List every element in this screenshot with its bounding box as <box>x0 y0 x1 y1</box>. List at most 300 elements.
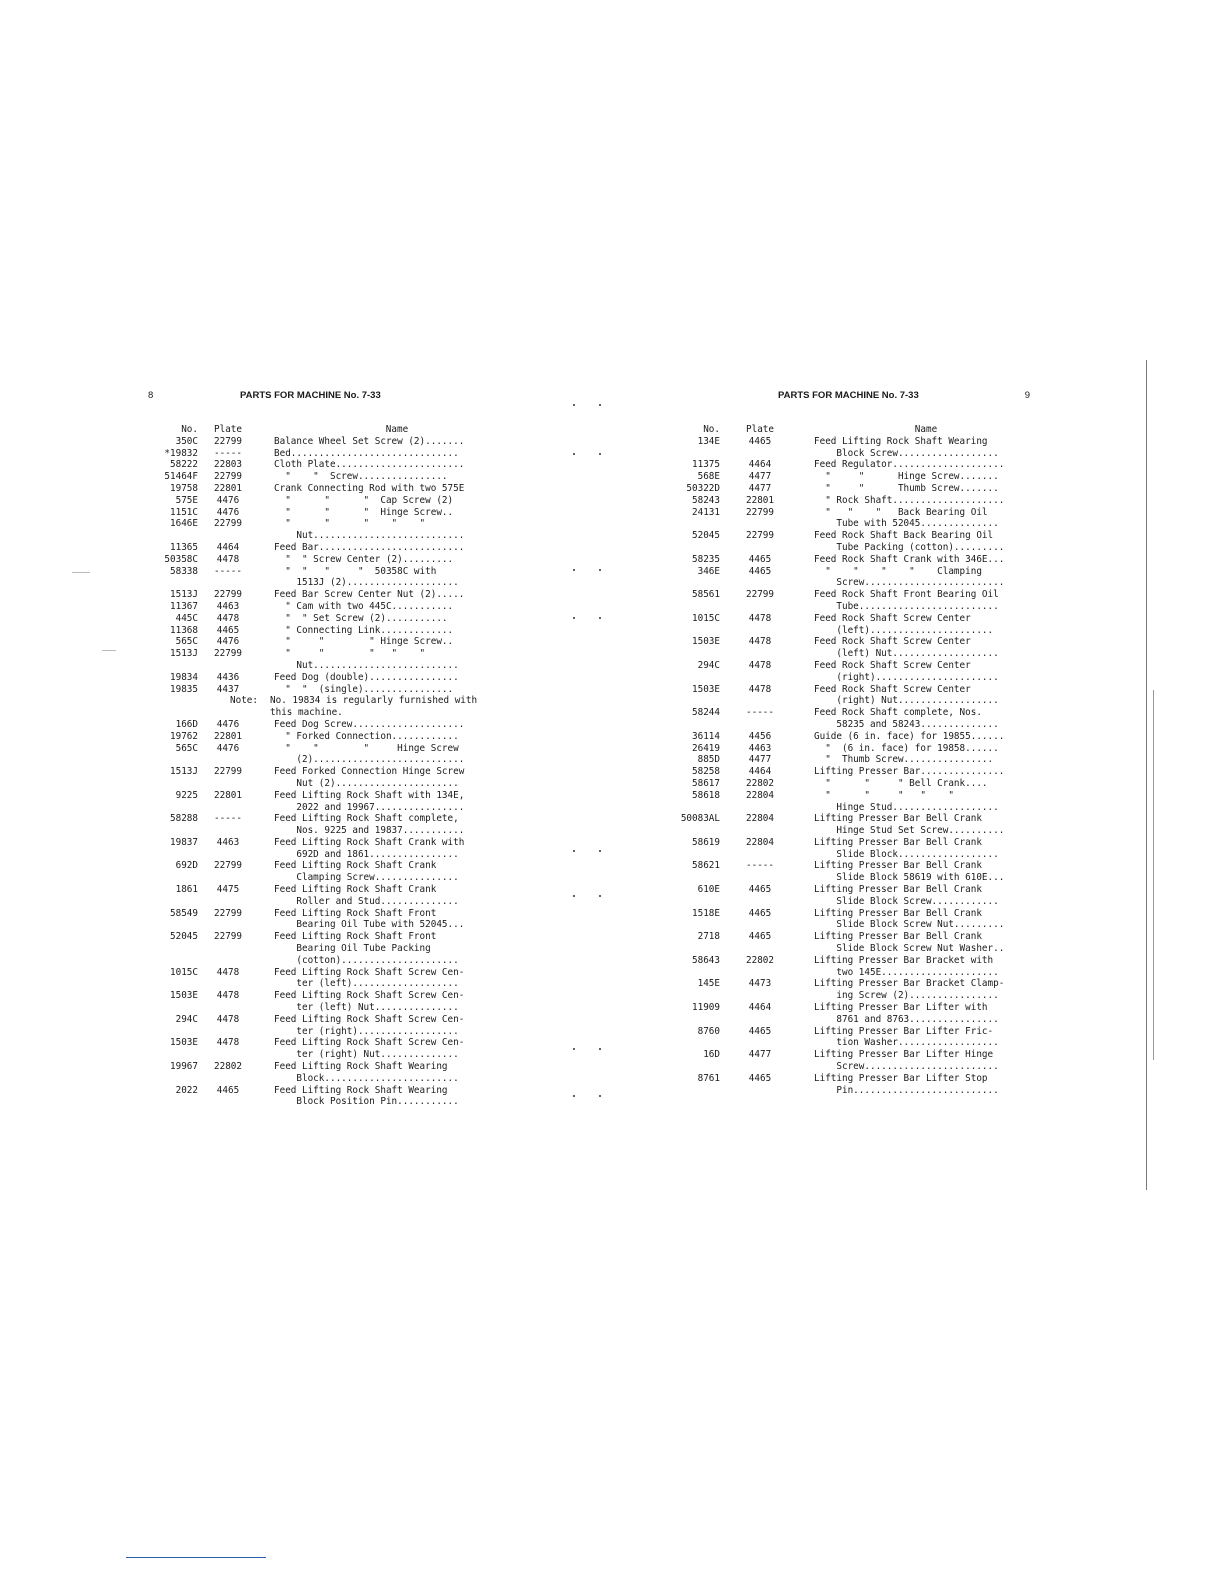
plate-number: 22799 <box>214 518 242 530</box>
plate-number: 4465 <box>748 1072 772 1084</box>
part-name: " " Hinge Screw....... <box>814 471 999 483</box>
table-row <box>140 849 520 861</box>
part-name: Nut.......................... <box>274 659 459 671</box>
plate-number <box>198 1002 258 1014</box>
table-row <box>140 1073 520 1085</box>
part-number <box>140 919 198 931</box>
part-name: " Thumb Screw................ <box>814 754 994 766</box>
binding-holes <box>565 395 615 1115</box>
part-name: Lifting Presser Bar Bell Crank <box>814 907 982 919</box>
plate-number: 4465 <box>216 1084 240 1096</box>
part-name: 692D and 1861................ <box>274 848 459 860</box>
part-number <box>678 872 720 884</box>
plate-number: 4476 <box>216 636 240 648</box>
table-row <box>140 483 520 495</box>
part-number: 50358C <box>164 553 198 565</box>
part-name: Bed.............................. <box>274 447 459 459</box>
left-column-headers <box>140 424 520 436</box>
plate-number <box>720 518 800 530</box>
plate-number <box>720 1085 800 1097</box>
part-number: 1518E <box>692 907 720 919</box>
part-name: Block Screw.................. <box>814 447 999 459</box>
table-row <box>678 1037 1038 1049</box>
part-number <box>678 825 720 837</box>
part-name: Feed Lifting Rock Shaft with 134E, <box>274 789 465 801</box>
part-name: " " " Cap Screw (2) <box>274 494 454 506</box>
part-number: 19758 <box>170 482 198 494</box>
part-name: Nut (2)...................... <box>274 777 459 789</box>
table-row <box>140 778 520 790</box>
note-line-2: this machine. <box>270 707 343 719</box>
plate-number: 4463 <box>216 600 240 612</box>
plate-number: 4465 <box>748 884 772 896</box>
part-number: 8761 <box>697 1072 720 1084</box>
table-row <box>140 872 520 884</box>
part-number <box>140 943 198 955</box>
table-row <box>678 1002 1038 1014</box>
part-number: 1015C <box>692 612 720 624</box>
table-row <box>678 589 1038 601</box>
table-row <box>140 459 520 471</box>
part-number <box>678 625 720 637</box>
part-number: 575E <box>175 494 198 506</box>
table-row <box>140 601 520 613</box>
plate-number: 4478 <box>216 990 240 1002</box>
part-name: ter (left) Nut............... <box>274 1002 459 1014</box>
part-number: 58619 <box>692 836 720 848</box>
plate-number: 4477 <box>748 482 772 494</box>
plate-number <box>198 825 258 837</box>
table-row <box>140 813 520 825</box>
table-row <box>140 554 520 566</box>
table-row <box>678 1073 1038 1085</box>
part-number <box>678 695 720 707</box>
part-number: 2022 <box>175 1084 198 1096</box>
part-name: (2)........................... <box>274 754 465 766</box>
plate-number: ----- <box>746 860 774 872</box>
table-row <box>678 648 1038 660</box>
table-row <box>678 518 1038 530</box>
table-row <box>678 849 1038 861</box>
left-page-number: 8 <box>148 390 154 401</box>
part-name: Tube Packing (cotton)......... <box>814 541 1005 553</box>
plate-number: 4463 <box>748 742 772 754</box>
table-row <box>140 754 520 766</box>
table-row <box>678 542 1038 554</box>
part-number: 346E <box>697 565 720 577</box>
table-row <box>678 448 1038 460</box>
table-row <box>678 554 1038 566</box>
part-number: 26419 <box>692 742 720 754</box>
right-page-title: PARTS FOR MACHINE No. 7-33 <box>778 390 919 401</box>
table-row <box>678 884 1038 896</box>
part-number: 19837 <box>170 836 198 848</box>
col-header-plate: Plate <box>214 424 242 435</box>
part-name: Bearing Oil Tube with 52045... <box>274 919 465 931</box>
plate-number <box>720 695 800 707</box>
part-number: 58617 <box>692 777 720 789</box>
plate-number: 4477 <box>748 471 772 483</box>
table-row <box>140 919 520 931</box>
plate-number: 22799 <box>746 589 774 601</box>
part-name: Feed Lifting Rock Shaft Wearing <box>274 1061 448 1073</box>
plate-number: 22799 <box>214 931 242 943</box>
part-number: 1015C <box>170 966 198 978</box>
plate-number: ----- <box>746 707 774 719</box>
plate-number <box>720 896 800 908</box>
plate-number <box>198 754 258 766</box>
table-row <box>140 613 520 625</box>
plate-number: 4436 <box>216 671 240 683</box>
part-number: 2718 <box>697 931 720 943</box>
part-number: 294C <box>697 659 720 671</box>
table-row <box>678 813 1038 825</box>
table-row <box>140 1061 520 1073</box>
table-row <box>678 978 1038 990</box>
part-name: Feed Lifting Rock Shaft Front <box>274 931 437 943</box>
table-row <box>140 802 520 814</box>
part-number <box>678 849 720 861</box>
part-number <box>678 1014 720 1026</box>
table-row <box>140 1002 520 1014</box>
table-row <box>140 719 520 731</box>
note-row <box>140 695 520 707</box>
part-number: 58244 <box>692 707 720 719</box>
plate-number: 4465 <box>748 931 772 943</box>
plate-number: 4478 <box>748 659 772 671</box>
col-header-no: No. <box>703 424 720 435</box>
plate-number: 22804 <box>746 836 774 848</box>
table-row <box>140 908 520 920</box>
part-number: 11909 <box>692 1002 720 1014</box>
part-number: 11375 <box>692 459 720 471</box>
part-number <box>140 825 198 837</box>
plate-number <box>720 967 800 979</box>
part-name: Feed Rock Shaft Screw Center <box>814 659 971 671</box>
part-number: 294C <box>175 1013 198 1025</box>
part-name: Feed Lifting Rock Shaft Crank <box>274 860 437 872</box>
table-row <box>140 471 520 483</box>
part-name: Feed Lifting Rock Shaft complete, <box>274 813 459 825</box>
table-row <box>678 955 1038 967</box>
plate-number: 22802 <box>746 777 774 789</box>
part-name: Feed Lifting Rock Shaft Screw Cen- <box>274 990 465 1002</box>
part-name: Bearing Oil Tube Packing <box>274 943 431 955</box>
part-name: Feed Bar.......................... <box>274 541 465 553</box>
plate-number: 4476 <box>216 742 240 754</box>
part-number <box>678 1037 720 1049</box>
plate-number: 4463 <box>216 836 240 848</box>
part-number <box>678 518 720 530</box>
part-name: " (6 in. face) for 19858...... <box>814 742 999 754</box>
table-row <box>678 896 1038 908</box>
part-number: 58243 <box>692 494 720 506</box>
table-row <box>678 860 1038 872</box>
table-row <box>678 778 1038 790</box>
plate-number: 4478 <box>216 966 240 978</box>
part-number: 445C <box>175 612 198 624</box>
part-number <box>140 1096 198 1108</box>
part-number: 52045 <box>692 530 720 542</box>
right-parts-list <box>678 436 1038 1097</box>
part-name: " Forked Connection............ <box>274 730 459 742</box>
table-row <box>678 1085 1038 1097</box>
part-number: 16D <box>703 1049 720 1061</box>
table-row <box>140 684 520 696</box>
plate-number <box>198 919 258 931</box>
part-name: Feed Lifting Rock Shaft Crank <box>274 884 437 896</box>
plate-number <box>720 1061 800 1073</box>
plate-number: 4476 <box>216 506 240 518</box>
plate-number <box>720 719 800 731</box>
plate-number: 4465 <box>748 907 772 919</box>
part-number: 9225 <box>175 789 198 801</box>
table-row <box>678 908 1038 920</box>
table-row <box>140 589 520 601</box>
left-parts-list-continued <box>140 719 520 1108</box>
table-row <box>140 518 520 530</box>
table-row <box>678 601 1038 613</box>
part-name: ter (right).................. <box>274 1025 459 1037</box>
plate-number <box>198 1073 258 1085</box>
part-number: 58621 <box>692 860 720 872</box>
table-row <box>678 872 1038 884</box>
part-name: (right) Nut.................. <box>814 695 999 707</box>
part-name: Lifting Presser Bar Lifter with <box>814 1002 988 1014</box>
table-row <box>678 943 1038 955</box>
part-name: Block........................ <box>274 1072 459 1084</box>
part-name: Lifting Presser Bar Lifter Stop <box>814 1072 988 1084</box>
plate-number: 22801 <box>214 789 242 801</box>
part-number: 58618 <box>692 789 720 801</box>
table-row <box>678 1061 1038 1073</box>
right-column-headers <box>678 424 1038 436</box>
part-name: Feed Rock Shaft complete, Nos. <box>814 707 982 719</box>
left-page-title: PARTS FOR MACHINE No. 7-33 <box>240 390 381 401</box>
part-name: " " Thumb Screw....... <box>814 482 999 494</box>
table-row <box>140 530 520 542</box>
part-number: 50322D <box>686 482 720 494</box>
part-number <box>678 967 720 979</box>
plate-number: 4464 <box>748 1002 772 1014</box>
plate-number <box>720 1014 800 1026</box>
table-row <box>678 436 1038 448</box>
table-row <box>140 967 520 979</box>
plate-number: 22799 <box>214 907 242 919</box>
part-name: Lifting Presser Bar Bell Crank <box>814 860 982 872</box>
part-number <box>678 919 720 931</box>
part-name: Nos. 9225 and 19837........... <box>274 825 465 837</box>
left-parts-list <box>140 436 520 696</box>
table-row <box>140 825 520 837</box>
part-name: " " " Hinge Screw.. <box>274 506 454 518</box>
part-name: Slide Block.................. <box>814 848 999 860</box>
plate-number: 22799 <box>214 766 242 778</box>
part-number: 11365 <box>170 541 198 553</box>
table-row <box>140 648 520 660</box>
page-edge-line <box>1153 690 1154 1060</box>
part-number: 19967 <box>170 1061 198 1073</box>
part-name: Feed Dog (double)................ <box>274 671 459 683</box>
part-name: Feed Rock Shaft Screw Center <box>814 683 971 695</box>
col-header-no: No. <box>181 424 198 435</box>
part-name: two 145E..................... <box>814 966 999 978</box>
part-name: (left) Nut................... <box>814 648 999 660</box>
part-name: Screw......................... <box>814 577 1005 589</box>
part-name: 1513J (2).................... <box>274 577 459 589</box>
table-row <box>140 636 520 648</box>
plate-number: 4465 <box>748 435 772 447</box>
part-name: Roller and Stud.............. <box>274 895 459 907</box>
part-number: 885D <box>697 754 720 766</box>
part-number: 1646E <box>170 518 198 530</box>
part-name: Feed Rock Shaft Screw Center <box>814 636 971 648</box>
table-row <box>678 1014 1038 1026</box>
part-number <box>678 1085 720 1097</box>
part-number: 11368 <box>170 624 198 636</box>
table-row <box>678 684 1038 696</box>
col-header-name: Name <box>385 424 409 435</box>
table-row <box>678 495 1038 507</box>
table-row <box>140 884 520 896</box>
part-name: Feed Regulator.................... <box>814 459 1005 471</box>
part-name: " " " " Clamping <box>814 565 982 577</box>
margin-marks <box>62 570 122 660</box>
part-name: Crank Connecting Rod with two 575E <box>274 482 465 494</box>
table-row <box>678 754 1038 766</box>
plate-number <box>720 1037 800 1049</box>
table-row <box>678 507 1038 519</box>
table-row <box>140 860 520 872</box>
part-number: 1151C <box>170 506 198 518</box>
plate-number: 4473 <box>748 978 772 990</box>
part-name: " " " " " <box>274 518 426 530</box>
plate-number <box>198 1096 258 1108</box>
part-name: Lifting Presser Bar............... <box>814 766 1005 778</box>
plate-number: 4475 <box>216 884 240 896</box>
table-row <box>678 743 1038 755</box>
part-name: Screw........................ <box>814 1061 999 1073</box>
table-row <box>140 507 520 519</box>
part-number <box>678 577 720 589</box>
table-row <box>678 707 1038 719</box>
right-page <box>678 390 1038 1096</box>
part-number <box>140 1026 198 1038</box>
part-name: (right)...................... <box>814 671 999 683</box>
left-page <box>140 390 520 1108</box>
plate-number <box>720 542 800 554</box>
part-name: 2022 and 19967................ <box>274 801 465 813</box>
part-number <box>140 1002 198 1014</box>
plate-number <box>720 448 800 460</box>
plate-number <box>720 672 800 684</box>
plate-number: 4464 <box>748 766 772 778</box>
part-name: Feed Lifting Rock Shaft Wearing <box>814 435 988 447</box>
table-row <box>140 1037 520 1049</box>
plate-number: 22801 <box>214 730 242 742</box>
part-name: Feed Rock Shaft Screw Center <box>814 612 971 624</box>
part-name: Feed Bar Screw Center Nut (2)..... <box>274 589 465 601</box>
part-number: 58235 <box>692 553 720 565</box>
part-name: Feed Lifting Rock Shaft Crank with <box>274 836 465 848</box>
part-number <box>678 542 720 554</box>
table-row <box>678 731 1038 743</box>
plate-number <box>720 943 800 955</box>
part-name: Lifting Presser Bar Bracket Clamp- <box>814 978 1005 990</box>
plate-number: 4465 <box>748 565 772 577</box>
plate-number <box>198 978 258 990</box>
part-number: 58561 <box>692 589 720 601</box>
part-number: 1503E <box>692 636 720 648</box>
table-row <box>678 766 1038 778</box>
part-name: Slide Block 58619 with 610E... <box>814 872 1005 884</box>
table-row <box>140 766 520 778</box>
part-name: Slide Block Screw............ <box>814 895 999 907</box>
part-name: Hinge Stud Set Screw.......... <box>814 825 1005 837</box>
part-number <box>140 896 198 908</box>
part-number: 1513J <box>170 589 198 601</box>
part-name: " " " " " <box>814 789 954 801</box>
part-number: 58643 <box>692 954 720 966</box>
table-row <box>140 955 520 967</box>
table-row <box>140 731 520 743</box>
part-number <box>678 943 720 955</box>
part-name: (cotton)..................... <box>274 954 459 966</box>
part-number <box>140 660 198 672</box>
table-row <box>140 1026 520 1038</box>
part-number: 145E <box>697 978 720 990</box>
plate-number: 22799 <box>746 530 774 542</box>
plate-number: 4477 <box>748 754 772 766</box>
part-number <box>140 802 198 814</box>
plate-number <box>198 849 258 861</box>
plate-number: ----- <box>214 447 242 459</box>
plate-number: 4464 <box>748 459 772 471</box>
note-label: Note: <box>230 695 258 707</box>
table-row <box>678 802 1038 814</box>
table-row <box>140 837 520 849</box>
plate-number <box>720 577 800 589</box>
plate-number <box>720 648 800 660</box>
part-number: 11367 <box>170 600 198 612</box>
table-row <box>678 672 1038 684</box>
part-name: 58235 and 58243.............. <box>814 718 999 730</box>
part-name: Lifting Presser Bar Lifter Hinge <box>814 1049 994 1061</box>
table-row <box>678 931 1038 943</box>
table-row <box>140 743 520 755</box>
part-number <box>678 672 720 684</box>
table-row <box>140 566 520 578</box>
part-name: Feed Rock Shaft Crank with 346E... <box>814 553 1005 565</box>
table-row <box>140 1096 520 1108</box>
plate-number: 22803 <box>214 459 242 471</box>
part-name: Feed Rock Shaft Front Bearing Oil <box>814 589 999 601</box>
part-name: Feed Lifting Rock Shaft Screw Cen- <box>274 1013 465 1025</box>
plate-number: 4477 <box>748 1049 772 1061</box>
plate-number: 4478 <box>216 553 240 565</box>
plate-number: 4478 <box>216 1013 240 1025</box>
plate-number: 4478 <box>216 612 240 624</box>
plate-number <box>198 872 258 884</box>
table-row <box>140 978 520 990</box>
plate-number <box>198 802 258 814</box>
note-row <box>140 707 520 719</box>
table-row <box>678 471 1038 483</box>
plate-number: 4464 <box>216 541 240 553</box>
part-name: ter (right) Nut.............. <box>274 1049 459 1061</box>
table-row <box>678 613 1038 625</box>
table-row <box>140 931 520 943</box>
